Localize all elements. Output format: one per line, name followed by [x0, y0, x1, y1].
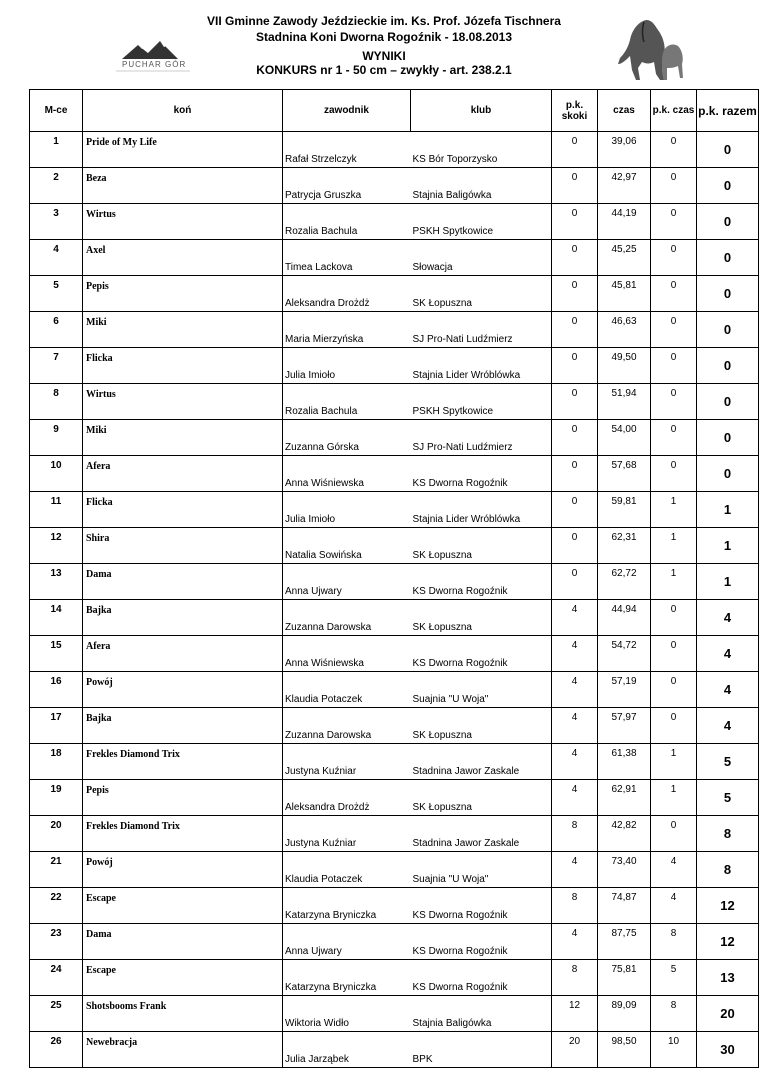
time-penalty-cell: 4 [651, 888, 697, 924]
club-cell: Słowacja [411, 240, 552, 276]
rider-cell: Patrycja Gruszka [283, 168, 411, 204]
time-penalty-cell: 10 [651, 1032, 697, 1068]
table-row [30, 492, 759, 528]
total-penalty-cell: 13 [697, 960, 759, 996]
results-heading: WYNIKI [362, 49, 406, 63]
club-cell: KS Dworna Rogoźnik [411, 564, 552, 600]
rider-cell: Timea Lackova [283, 240, 411, 276]
total-penalty-cell: 30 [697, 1032, 759, 1068]
horse-cell: Miki [83, 420, 283, 456]
place-cell: 11 [30, 492, 83, 528]
club-cell: Stadnina Jawor Zaskale [411, 816, 552, 852]
total-penalty-cell: 5 [697, 780, 759, 816]
time-penalty-cell: 1 [651, 564, 697, 600]
place-cell: 24 [30, 960, 83, 996]
jump-penalty-cell: 0 [552, 276, 598, 312]
horse-cell: Wirtus [83, 204, 283, 240]
club-cell: Stajnia Lider Wróblówka [411, 348, 552, 384]
jump-penalty-cell: 4 [552, 780, 598, 816]
horse-cell: Frekles Diamond Trix [83, 744, 283, 780]
rider-cell: Katarzyna Bryniczka [283, 888, 411, 924]
place-cell: 25 [30, 996, 83, 1032]
horse-cell: Beza [83, 168, 283, 204]
total-penalty-cell: 12 [697, 924, 759, 960]
col-kon: koń [83, 90, 283, 132]
horse-cell: Afera [83, 456, 283, 492]
club-cell: BPK [411, 1032, 552, 1068]
jump-penalty-cell: 0 [552, 564, 598, 600]
rider-cell: Rozalia Bachula [283, 384, 411, 420]
jump-penalty-cell: 4 [552, 924, 598, 960]
horse-cell: Miki [83, 312, 283, 348]
horse-cell: Pepis [83, 276, 283, 312]
horse-cell: Powój [83, 852, 283, 888]
time-cell: 46,63 [598, 312, 651, 348]
time-penalty-cell: 8 [651, 924, 697, 960]
time-penalty-cell: 0 [651, 312, 697, 348]
horse-cell: Powój [83, 672, 283, 708]
time-penalty-cell: 8 [651, 996, 697, 1032]
header-row [30, 90, 759, 132]
club-cell: SK Łopuszna [411, 600, 552, 636]
time-penalty-cell: 0 [651, 672, 697, 708]
total-penalty-cell: 0 [697, 384, 759, 420]
total-penalty-cell: 1 [697, 564, 759, 600]
event-title: VII Gminne Zawody Jeździeckie im. Ks. Prof. Józefa Tischnera [207, 14, 561, 28]
rider-cell: Zuzanna Górska [283, 420, 411, 456]
table-row [30, 564, 759, 600]
horse-cell: Bajka [83, 600, 283, 636]
time-penalty-cell: 0 [651, 636, 697, 672]
rider-cell: Katarzyna Bryniczka [283, 960, 411, 996]
col-zawodnik: zawodnik [283, 90, 411, 132]
table-row [30, 852, 759, 888]
table-row [30, 1032, 759, 1068]
time-penalty-cell: 0 [651, 600, 697, 636]
jump-penalty-cell: 4 [552, 672, 598, 708]
time-penalty-cell: 0 [651, 420, 697, 456]
time-penalty-cell: 0 [651, 204, 697, 240]
rider-cell: Zuzanna Darowska [283, 708, 411, 744]
time-cell: 45,25 [598, 240, 651, 276]
time-penalty-cell: 1 [651, 744, 697, 780]
time-cell: 54,00 [598, 420, 651, 456]
time-penalty-cell: 0 [651, 456, 697, 492]
place-cell: 7 [30, 348, 83, 384]
jump-penalty-cell: 4 [552, 744, 598, 780]
club-cell: Stajnia Baligówka [411, 168, 552, 204]
club-cell: Stajnia Baligówka [411, 996, 552, 1032]
club-cell: KS Dworna Rogoźnik [411, 636, 552, 672]
place-cell: 2 [30, 168, 83, 204]
horse-cell: Pepis [83, 780, 283, 816]
jump-penalty-cell: 0 [552, 456, 598, 492]
logo-text: PUCHAR GÓR [122, 60, 187, 69]
col-czas: czas [598, 90, 651, 132]
table-row [30, 312, 759, 348]
club-cell: PSKH Spytkowice [411, 204, 552, 240]
jump-penalty-cell: 8 [552, 816, 598, 852]
place-cell: 13 [30, 564, 83, 600]
time-cell: 62,72 [598, 564, 651, 600]
place-cell: 18 [30, 744, 83, 780]
mountain-logo-icon [108, 37, 198, 77]
total-penalty-cell: 0 [697, 168, 759, 204]
jump-penalty-cell: 0 [552, 420, 598, 456]
time-penalty-cell: 0 [651, 348, 697, 384]
horse-cell: Afera [83, 636, 283, 672]
time-cell: 62,91 [598, 780, 651, 816]
time-cell: 57,19 [598, 672, 651, 708]
time-cell: 61,38 [598, 744, 651, 780]
time-cell: 44,94 [598, 600, 651, 636]
rider-cell: Zuzanna Darowska [283, 600, 411, 636]
horse-cell: Frekles Diamond Trix [83, 816, 283, 852]
club-cell: Stajnia Lider Wróblówka [411, 492, 552, 528]
jump-penalty-cell: 8 [552, 888, 598, 924]
table-row [30, 528, 759, 564]
time-cell: 74,87 [598, 888, 651, 924]
club-cell: KS Dworna Rogoźnik [411, 924, 552, 960]
total-penalty-cell: 0 [697, 348, 759, 384]
time-cell: 49,50 [598, 348, 651, 384]
competition-title: KONKURS nr 1 - 50 cm – zwykły - art. 238.2.1 [256, 63, 512, 77]
total-penalty-cell: 0 [697, 456, 759, 492]
rider-cell: Klaudia Potaczek [283, 672, 411, 708]
total-penalty-cell: 12 [697, 888, 759, 924]
time-penalty-cell: 0 [651, 816, 697, 852]
time-cell: 45,81 [598, 276, 651, 312]
time-cell: 62,31 [598, 528, 651, 564]
total-penalty-cell: 20 [697, 996, 759, 1032]
rider-cell: Wiktoria Widło [283, 996, 411, 1032]
place-cell: 14 [30, 600, 83, 636]
table-row [30, 672, 759, 708]
club-cell: KS Dworna Rogoźnik [411, 960, 552, 996]
total-penalty-cell: 4 [697, 708, 759, 744]
table-row [30, 204, 759, 240]
time-cell: 54,72 [598, 636, 651, 672]
time-penalty-cell: 0 [651, 168, 697, 204]
total-penalty-cell: 0 [697, 276, 759, 312]
col-pk-czas: p.k. czas [651, 90, 697, 132]
club-cell: SJ Pro-Nati Ludźmierz [411, 420, 552, 456]
club-cell: KS Bór Toporzysko [411, 132, 552, 168]
table-row [30, 924, 759, 960]
place-cell: 12 [30, 528, 83, 564]
rider-cell: Rafał Strzelczyk [283, 132, 411, 168]
total-penalty-cell: 0 [697, 204, 759, 240]
table-row [30, 888, 759, 924]
total-penalty-cell: 1 [697, 528, 759, 564]
time-penalty-cell: 0 [651, 708, 697, 744]
time-cell: 44,19 [598, 204, 651, 240]
club-cell: SK Łopuszna [411, 708, 552, 744]
place-cell: 19 [30, 780, 83, 816]
time-cell: 59,81 [598, 492, 651, 528]
horse-cell: Newebracja [83, 1032, 283, 1068]
place-cell: 8 [30, 384, 83, 420]
total-penalty-cell: 4 [697, 636, 759, 672]
rider-cell: Anna Wiśniewska [283, 456, 411, 492]
jump-penalty-cell: 0 [552, 528, 598, 564]
place-cell: 20 [30, 816, 83, 852]
horse-cell: Escape [83, 888, 283, 924]
jump-penalty-cell: 0 [552, 384, 598, 420]
rider-cell: Julia Jarząbek [283, 1032, 411, 1068]
jump-penalty-cell: 4 [552, 600, 598, 636]
time-cell: 42,82 [598, 816, 651, 852]
horse-cell: Shotsbooms Frank [83, 996, 283, 1032]
table-row [30, 600, 759, 636]
table-row [30, 168, 759, 204]
club-cell: KS Dworna Rogoźnik [411, 888, 552, 924]
horse-foal-icon [606, 18, 706, 82]
place-cell: 10 [30, 456, 83, 492]
total-penalty-cell: 8 [697, 852, 759, 888]
time-penalty-cell: 1 [651, 780, 697, 816]
horse-cell: Shira [83, 528, 283, 564]
rider-cell: Justyna Kuźniar [283, 816, 411, 852]
table-row [30, 132, 759, 168]
horse-cell: Dama [83, 564, 283, 600]
time-cell: 75,81 [598, 960, 651, 996]
club-cell: SJ Pro-Nati Ludźmierz [411, 312, 552, 348]
results-table [29, 89, 759, 1068]
club-cell: Suajnia "U Woja" [411, 672, 552, 708]
time-cell: 57,97 [598, 708, 651, 744]
club-cell: PSKH Spytkowice [411, 384, 552, 420]
jump-penalty-cell: 0 [552, 132, 598, 168]
place-cell: 22 [30, 888, 83, 924]
rider-cell: Natalia Sowińska [283, 528, 411, 564]
place-cell: 1 [30, 132, 83, 168]
place-cell: 16 [30, 672, 83, 708]
total-penalty-cell: 0 [697, 132, 759, 168]
table-row [30, 384, 759, 420]
place-cell: 5 [30, 276, 83, 312]
horse-cell: Wirtus [83, 384, 283, 420]
table-row [30, 996, 759, 1032]
jump-penalty-cell: 0 [552, 312, 598, 348]
rider-cell: Aleksandra Drożdż [283, 780, 411, 816]
place-cell: 21 [30, 852, 83, 888]
time-penalty-cell: 1 [651, 528, 697, 564]
time-cell: 57,68 [598, 456, 651, 492]
jump-penalty-cell: 0 [552, 240, 598, 276]
rider-cell: Rozalia Bachula [283, 204, 411, 240]
rider-cell: Justyna Kuźniar [283, 744, 411, 780]
place-cell: 15 [30, 636, 83, 672]
col-pk-skoki: p.k. skoki [552, 90, 598, 132]
table-row [30, 420, 759, 456]
table-row [30, 636, 759, 672]
time-penalty-cell: 5 [651, 960, 697, 996]
jump-penalty-cell: 0 [552, 204, 598, 240]
jump-penalty-cell: 20 [552, 1032, 598, 1068]
time-penalty-cell: 0 [651, 240, 697, 276]
total-penalty-cell: 1 [697, 492, 759, 528]
jump-penalty-cell: 12 [552, 996, 598, 1032]
time-cell: 39,06 [598, 132, 651, 168]
rider-cell: Klaudia Potaczek [283, 852, 411, 888]
time-cell: 87,75 [598, 924, 651, 960]
time-cell: 73,40 [598, 852, 651, 888]
col-pk-razem: p.k. razem [697, 90, 759, 132]
place-cell: 17 [30, 708, 83, 744]
rider-cell: Maria Mierzyńska [283, 312, 411, 348]
horse-cell: Escape [83, 960, 283, 996]
time-penalty-cell: 0 [651, 132, 697, 168]
total-penalty-cell: 8 [697, 816, 759, 852]
place-cell: 4 [30, 240, 83, 276]
table-row [30, 456, 759, 492]
time-cell: 89,09 [598, 996, 651, 1032]
table-row [30, 960, 759, 996]
total-penalty-cell: 4 [697, 600, 759, 636]
table-row [30, 744, 759, 780]
jump-penalty-cell: 0 [552, 168, 598, 204]
jump-penalty-cell: 0 [552, 348, 598, 384]
total-penalty-cell: 5 [697, 744, 759, 780]
club-cell: SK Łopuszna [411, 528, 552, 564]
total-penalty-cell: 0 [697, 240, 759, 276]
club-cell: Suajnia "U Woja" [411, 852, 552, 888]
jump-penalty-cell: 8 [552, 960, 598, 996]
table-row [30, 240, 759, 276]
club-cell: KS Dworna Rogoźnik [411, 456, 552, 492]
table-row [30, 780, 759, 816]
rider-cell: Aleksandra Drożdż [283, 276, 411, 312]
col-klub: klub [411, 90, 552, 132]
place-cell: 3 [30, 204, 83, 240]
club-cell: SK Łopuszna [411, 276, 552, 312]
rider-cell: Julia Imioło [283, 348, 411, 384]
rider-cell: Julia Imioło [283, 492, 411, 528]
table-row [30, 348, 759, 384]
total-penalty-cell: 4 [697, 672, 759, 708]
horse-cell: Pride of My Life [83, 132, 283, 168]
time-cell: 51,94 [598, 384, 651, 420]
jump-penalty-cell: 4 [552, 708, 598, 744]
jump-penalty-cell: 4 [552, 852, 598, 888]
horse-cell: Bajka [83, 708, 283, 744]
club-cell: Stadnina Jawor Zaskale [411, 744, 552, 780]
time-penalty-cell: 0 [651, 276, 697, 312]
time-cell: 98,50 [598, 1032, 651, 1068]
table-row [30, 276, 759, 312]
jump-penalty-cell: 0 [552, 492, 598, 528]
venue-date: Stadnina Koni Dworna Rogoźnik - 18.08.2013 [255, 30, 513, 44]
total-penalty-cell: 0 [697, 420, 759, 456]
rider-cell: Anna Wiśniewska [283, 636, 411, 672]
time-penalty-cell: 4 [651, 852, 697, 888]
total-penalty-cell: 0 [697, 312, 759, 348]
time-penalty-cell: 1 [651, 492, 697, 528]
horse-cell: Dama [83, 924, 283, 960]
horse-cell: Flicka [83, 348, 283, 384]
col-mce: M-ce [30, 90, 83, 132]
time-cell: 42,97 [598, 168, 651, 204]
rider-cell: Anna Ujwary [283, 564, 411, 600]
place-cell: 23 [30, 924, 83, 960]
rider-cell: Anna Ujwary [283, 924, 411, 960]
horse-cell: Flicka [83, 492, 283, 528]
table-row [30, 708, 759, 744]
table-row [30, 816, 759, 852]
time-penalty-cell: 0 [651, 384, 697, 420]
place-cell: 6 [30, 312, 83, 348]
place-cell: 26 [30, 1032, 83, 1068]
club-cell: SK Łopuszna [411, 780, 552, 816]
jump-penalty-cell: 4 [552, 636, 598, 672]
place-cell: 9 [30, 420, 83, 456]
horse-cell: Axel [83, 240, 283, 276]
